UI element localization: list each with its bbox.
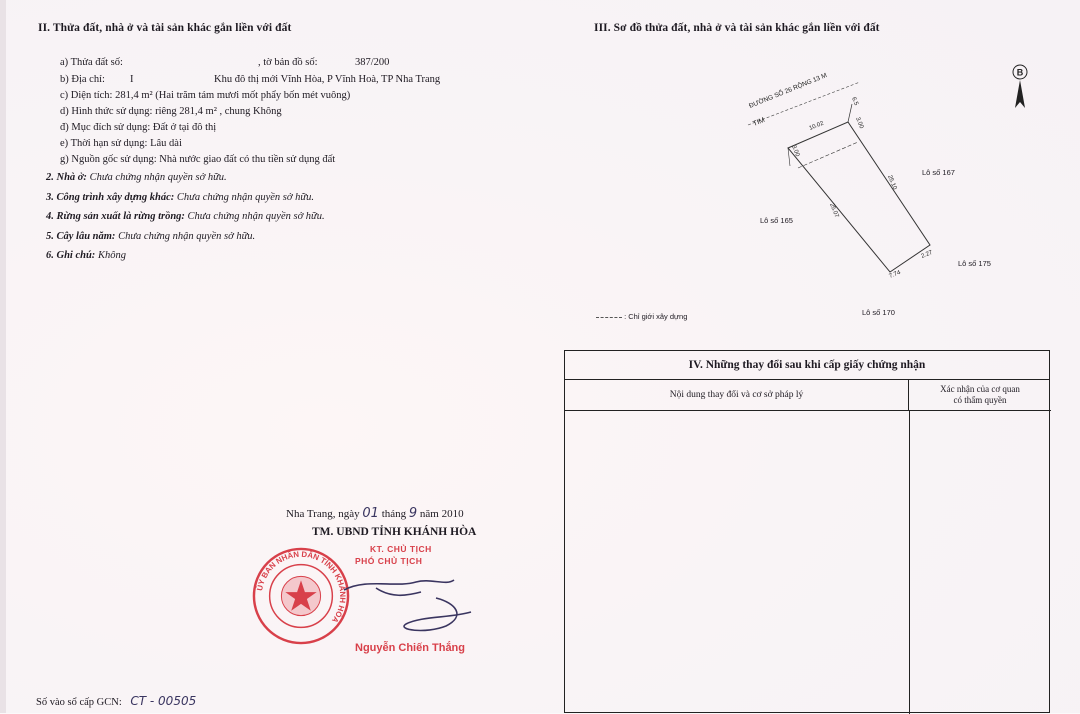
- col-header-confirmation: [909, 379, 1051, 411]
- note-label: 6. Ghi chú:: [46, 250, 96, 261]
- col2-line2: có thẩm quyền: [953, 395, 1007, 405]
- forest-text: Chưa chứng nhận quyền sở hữu.: [187, 211, 325, 222]
- dim-label: 25.07: [828, 202, 840, 219]
- kt-title: KT. CHỦ TỊCH: [370, 544, 432, 554]
- page-edge: [0, 0, 6, 713]
- section-ii-title: II. Thửa đất, nhà ở và tài sản khác gắn liền với đất: [38, 22, 292, 34]
- parcel-number-label: a) Thửa đất số:: [60, 57, 123, 68]
- dim-line: [848, 104, 852, 122]
- perennial-item: [46, 231, 255, 242]
- address-number: I: [130, 74, 134, 85]
- dim-label: 25.10: [886, 174, 898, 191]
- build-line: [798, 142, 858, 168]
- column-divider: [909, 411, 910, 714]
- issue-day: 01: [362, 506, 379, 521]
- section-iii-title: III. Sơ đồ thửa đất, nhà ở và tài sản khác gắn liền với đất: [594, 22, 880, 34]
- svg-text:B: B: [1016, 67, 1024, 78]
- lot-175-label: Lô số 175: [958, 259, 991, 268]
- dim-label: 2.27: [920, 249, 934, 260]
- north-arrow-icon: [1005, 62, 1035, 114]
- lot-167-label: Lô số 167: [922, 168, 955, 177]
- section-iv-title: IV. Những thay đổi sau khi cấp giấy chứng nhận: [565, 351, 1049, 380]
- other-works-item: [46, 192, 314, 203]
- col2-line1: Xác nhận của cơ quan: [940, 384, 1020, 394]
- house-label: 2. Nhà ở:: [46, 172, 87, 183]
- place-prefix: Nha Trang, ngày: [286, 508, 360, 520]
- purpose-line: đ) Mục đích sử dụng: Đất ở tại đô thị: [60, 122, 217, 133]
- house-item: [46, 172, 227, 183]
- house-text: Chưa chứng nhận quyền sở hữu.: [89, 172, 227, 183]
- vice-chair-title: PHÓ CHỦ TỊCH: [355, 556, 423, 566]
- forest-label: 4. Rừng sản xuất là rừng trồng:: [46, 211, 185, 222]
- registry-value: CT - 00505: [130, 694, 197, 708]
- map-sheet-value: 387/200: [355, 57, 390, 68]
- area-line: c) Diện tích: 281,4 m² (Hai trăm tám mươi mốt phẩy bốn mét vuông): [60, 90, 351, 101]
- tim-label: TIM: [752, 116, 766, 128]
- other-works-label: 3. Công trình xây dựng khác:: [46, 192, 175, 203]
- issuing-org: TM. UBND TỈNH KHÁNH HÒA: [312, 526, 477, 538]
- dim-label: 3.00: [790, 144, 801, 158]
- month-prefix: tháng: [381, 508, 407, 520]
- origin-line: g) Nguồn gốc sử dụng: Nhà nước giao đất có thu tiền sử dụng đất: [60, 154, 336, 165]
- address-label: b) Địa chỉ:: [60, 74, 105, 85]
- legend-text: : Chỉ giới xây dựng: [624, 312, 688, 321]
- term-line: e) Thời hạn sử dụng: Lâu dài: [60, 138, 182, 149]
- registry-label: Số vào sổ cấp GCN:: [36, 697, 122, 708]
- forest-item: [46, 211, 325, 222]
- lot-170-label: Lô số 170: [862, 308, 895, 317]
- dim-label: 7.74: [888, 269, 902, 280]
- map-sheet-label: , tờ bản đồ số:: [258, 57, 318, 68]
- svg-text:ỦY BAN NHÂN DÂN TỈNH KHÁNH HÒA: ỦY BAN NHÂN DÂN TỈNH KHÁNH HÒA: [255, 549, 348, 625]
- perennial-label: 5. Cây lâu năm:: [46, 231, 116, 242]
- note-text: Không: [97, 250, 126, 261]
- dim-label: 3.00: [854, 116, 865, 130]
- legend-dash: [596, 317, 622, 318]
- signer-name: Nguyễn Chiến Thắng: [355, 642, 465, 654]
- parcel-sketch: [740, 40, 940, 290]
- other-works-text: Chưa chứng nhận quyền sở hữu.: [176, 192, 314, 203]
- road-label: ĐƯỜNG SỐ 26 RỘNG 13 M: [748, 72, 829, 110]
- usage-form-line: d) Hình thức sử dụng: riêng 281,4 m² , chung Không: [60, 106, 282, 117]
- issue-month: 9: [408, 506, 418, 521]
- registry-entry: [36, 694, 196, 708]
- lot-165-label: Lô số 165: [760, 216, 793, 225]
- note-item: [46, 250, 126, 261]
- parcel-boundary: [788, 122, 930, 272]
- address-value: Khu đô thị mới Vĩnh Hòa, P Vĩnh Hoà, TP Nha Trang: [214, 74, 441, 85]
- issue-date: [286, 506, 464, 521]
- perennial-text: Chưa chứng nhận quyền sở hữu.: [118, 231, 256, 242]
- issue-year: năm 2010: [419, 508, 464, 520]
- legend: [596, 312, 687, 321]
- changes-table: [564, 350, 1050, 713]
- dim-label: 10.02: [808, 120, 825, 132]
- dim-label: 6.5: [850, 96, 859, 107]
- col-header-changes: Nội dung thay đổi và cơ sở pháp lý: [565, 379, 909, 411]
- handwritten-signature: [336, 568, 476, 638]
